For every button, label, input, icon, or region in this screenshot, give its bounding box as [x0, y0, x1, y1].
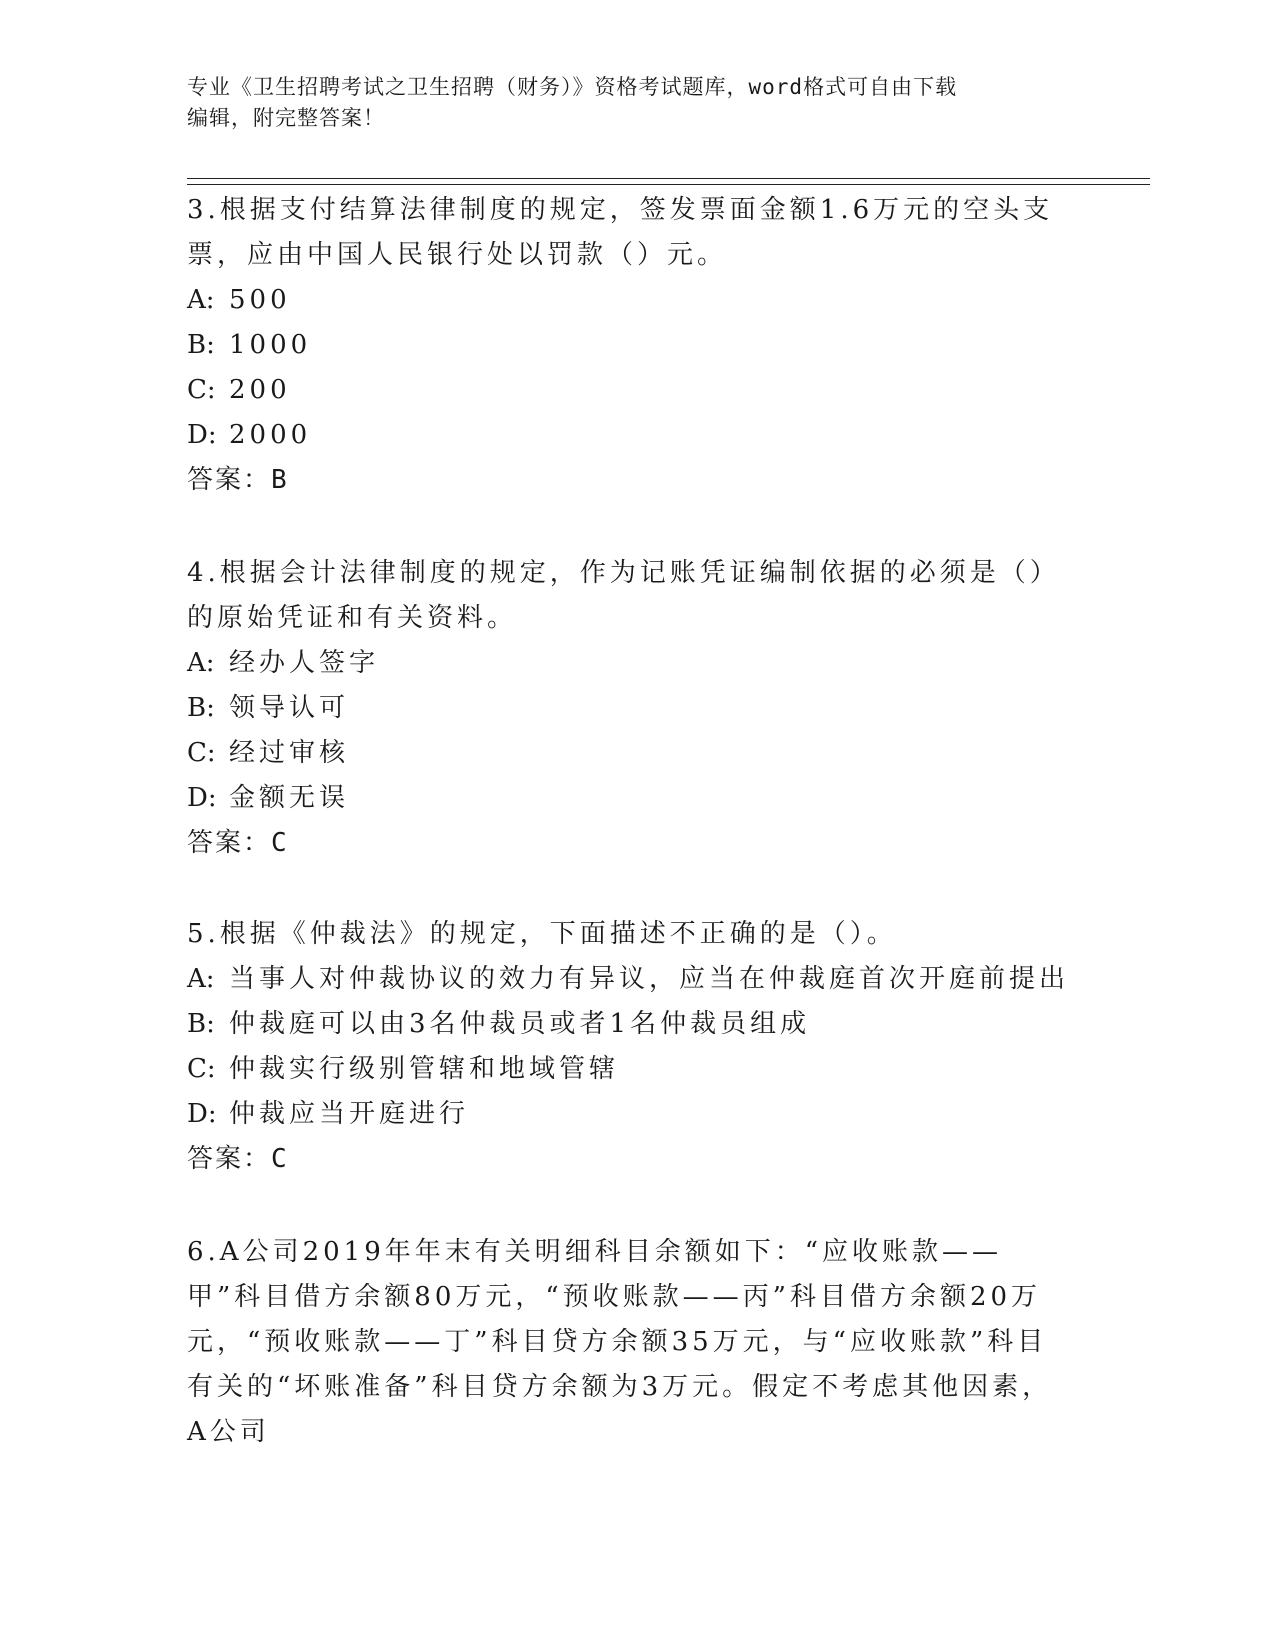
question-block: [187, 1230, 1067, 1455]
question-text: 6.A公司2019年年末有关明细科目余额如下：“应收账款——甲”科目借方余额80万元，“预收账款——丙”科目借方余额20万元，“预收账款——丁”科目贷方余额35万元，与“应收账款”科目有关的“坏账准备”科目贷方余额为3万元。假定不考虑其他因素，A公司: [187, 1237, 1053, 1447]
option-d: [187, 776, 1087, 821]
option-text: 200: [229, 375, 291, 405]
question-text: 4.根据会计法律制度的规定，作为记账凭证编制依据的必须是（）的原始凭证和有关资料。: [187, 558, 1060, 633]
header-divider-bottom: [187, 184, 1150, 185]
option-b: [187, 686, 1087, 731]
option-label: A:: [187, 285, 215, 315]
option-c: [187, 368, 1087, 413]
option-label: B:: [187, 330, 215, 360]
option-text: 1000: [229, 330, 312, 360]
answer-line: 答案：C: [187, 828, 289, 858]
header-title-line-1: 专业《卫生招聘考试之卫生招聘（财务）》资格考试题库，word格式可自由下载: [187, 75, 958, 99]
option-b: [187, 323, 1087, 368]
question-block: [187, 188, 1087, 503]
option-text: 仲裁庭可以由3名仲裁员或者1名仲裁员组成: [229, 1009, 811, 1039]
option-text: 仲裁应当开庭进行: [229, 1099, 470, 1129]
option-c: [187, 1047, 1087, 1092]
option-label: A:: [187, 648, 215, 678]
option-label: A:: [187, 964, 215, 994]
option-label: C:: [187, 738, 216, 768]
answer-line: 答案：B: [187, 465, 289, 495]
option-text: 领导认可: [229, 693, 350, 723]
question-block: [187, 551, 1087, 866]
question-text: 3.根据支付结算法律制度的规定，签发票面金额1.6万元的空头支票，应由中国人民银行处以罚款（）元。: [187, 195, 1054, 270]
option-text: 仲裁实行级别管辖和地域管辖: [229, 1054, 620, 1084]
option-text: 经办人签字: [229, 648, 380, 678]
option-text: 金额无误: [229, 783, 350, 813]
option-text: 当事人对仲裁协议的效力有异议，应当在仲裁庭首次开庭前提出: [229, 964, 1070, 994]
option-d: [187, 413, 1087, 458]
option-label: C:: [187, 1054, 216, 1084]
question-block: [187, 912, 1087, 1182]
option-label: B:: [187, 1009, 215, 1039]
document-header: [187, 72, 1067, 134]
header-divider-top: [187, 178, 1150, 179]
option-text: 经过审核: [229, 738, 350, 768]
answer-line: 答案：C: [187, 1144, 289, 1174]
option-d: [187, 1092, 1087, 1137]
option-label: D:: [187, 420, 217, 450]
option-text: 500: [229, 285, 291, 315]
option-a: [187, 957, 1087, 1002]
option-c: [187, 731, 1087, 776]
option-label: D:: [187, 783, 217, 813]
question-text: 5.根据《仲裁法》的规定，下面描述不正确的是（）。: [187, 919, 897, 949]
header-title-line-2: 编辑，附完整答案！: [187, 106, 385, 130]
option-a: [187, 278, 1087, 323]
option-label: C:: [187, 375, 216, 405]
option-text: 2000: [229, 420, 312, 450]
option-label: B:: [187, 693, 215, 723]
option-a: [187, 641, 1087, 686]
option-b: [187, 1002, 1087, 1047]
option-label: D:: [187, 1099, 217, 1129]
